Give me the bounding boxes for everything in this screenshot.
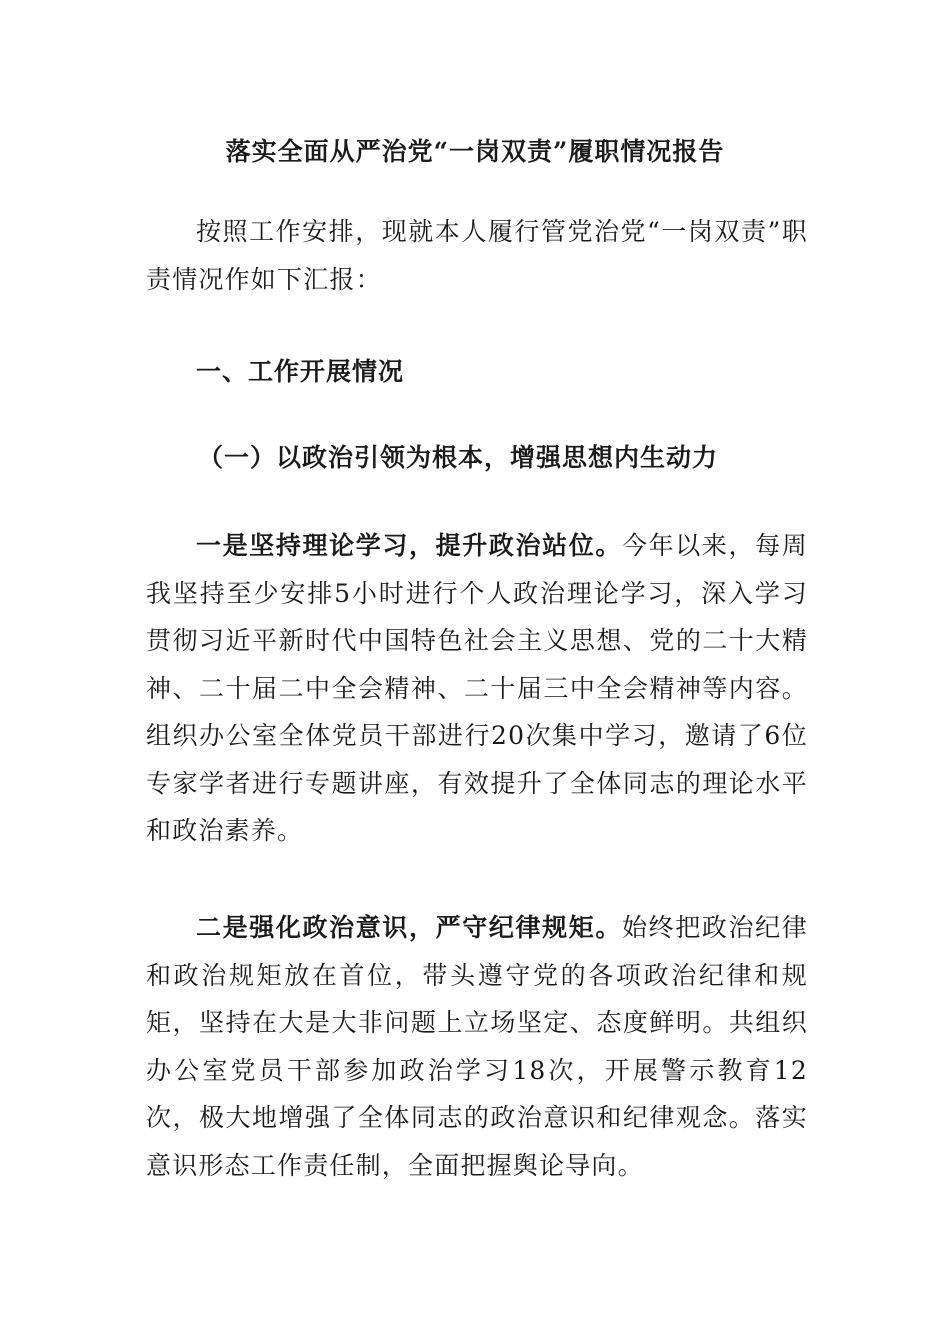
- intro-paragraph: 按照工作安排，现就本人履行管党治党“一岗双责”职责情况作如下汇报：: [146, 217, 808, 294]
- body-paragraph: [146, 904, 808, 1189]
- body-paragraph: [146, 522, 808, 855]
- section-heading: 一、工作开展情况: [196, 357, 405, 386]
- subsection-heading: （一）以政治引领为根本，增强思想内生动力: [198, 443, 719, 472]
- paragraph-lead: 二是强化政治意识，严守纪律规矩。: [196, 913, 623, 942]
- document-title: 落实全面从严治党“一岗双责”履职情况报告: [225, 137, 725, 166]
- paragraph-body: 始终把政治纪律和政治规矩放在首位，带头遵守党的各项政治纪律和规矩，坚持在大是大非问题上立场坚定、态度鲜明。共组织办公室党员干部参加政治学习18次，开展警示教育12次，极大地增强了全体同志的政治意识和纪律观念。落实意识形态工作责任制，全面把握舆论导向。: [146, 913, 808, 1180]
- paragraph-lead: 一是坚持理论学习，提升政治站位。: [196, 531, 623, 560]
- paragraph-body: 今年以来，每周我坚持至少安排5小时进行个人政治理论学习，深入学习贯彻习近平新时代中国特色社会主义思想、党的二十大精神、二十届二中全会精神、二十届三中全会精神等内容。组织办公室全体党员干部进行20次集中学习，邀请了6位专家学者进行专题讲座，有效提升了全体同志的理论水平和政治素养。: [146, 531, 808, 845]
